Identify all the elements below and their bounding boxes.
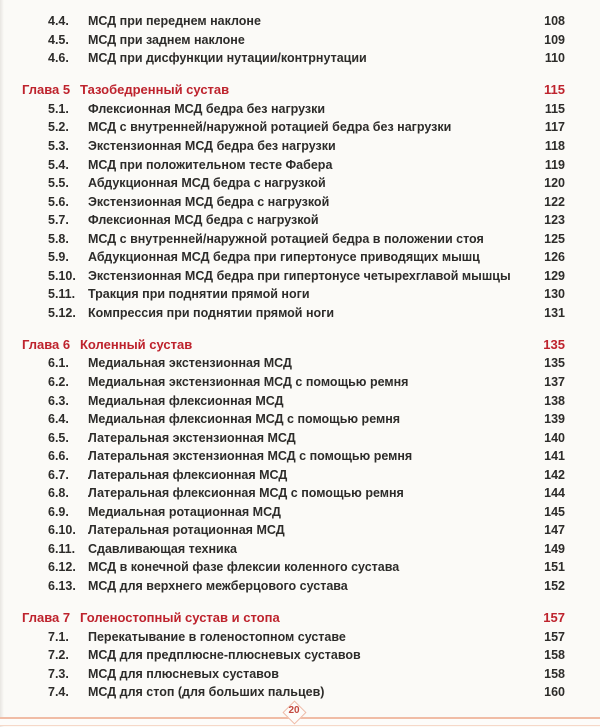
entry-number: 6.12. [48, 560, 76, 575]
toc-entry [0, 558, 600, 577]
toc-entry [0, 627, 600, 646]
entry-number: 5.6. [48, 194, 69, 209]
entry-number: 7.3. [48, 666, 69, 681]
entry-page-number: 120 [544, 176, 565, 191]
entry-number: 7.4. [48, 685, 69, 700]
entry-page-number: 129 [544, 268, 565, 283]
entry-number: 6.13. [48, 579, 76, 594]
entry-number: 6.6. [48, 449, 69, 464]
toc-entry [0, 410, 600, 429]
chapter-title: Коленный сустав [80, 336, 193, 352]
toc-entry [0, 484, 600, 503]
entry-number: 5.12. [48, 305, 76, 320]
entry-page-number: 126 [544, 250, 565, 265]
entry-title: Латеральная флексионная МСД [88, 467, 288, 482]
entry-title: Компрессия при поднятии прямой ноги [88, 305, 335, 320]
toc-entry [0, 12, 600, 31]
entry-page-number: 139 [544, 412, 565, 427]
entry-page-number: 123 [544, 213, 565, 228]
entry-page-number: 144 [544, 486, 565, 501]
toc-entry [0, 540, 600, 559]
toc-entry [0, 465, 600, 484]
entry-number: 5.10. [48, 268, 76, 283]
entry-page-number: 145 [544, 504, 565, 519]
entry-page-number: 157 [544, 629, 565, 644]
toc-entry [0, 248, 600, 267]
entry-title: Латеральная флексионная МСД с помощью ремня [88, 486, 404, 501]
page-number: 20 [288, 705, 300, 716]
entry-title: МСД для предплюсне-плюсневых суставов [88, 648, 361, 663]
entry-title: Абдукционная МСД бедра с нагрузкой [88, 176, 326, 191]
entry-number: 5.1. [48, 101, 69, 116]
toc-entry [0, 211, 600, 230]
entry-number: 5.8. [48, 231, 69, 246]
entry-title: Экстензионная МСД бедра без нагрузки [88, 139, 336, 153]
toc-entry [0, 155, 600, 174]
entry-number: 6.2. [48, 375, 69, 390]
chapter-label: Глава 5 [22, 82, 71, 98]
toc-entry [0, 354, 600, 373]
chapter-title: Голеностопный сустав и стопа [80, 610, 280, 626]
entry-number: 5.5. [48, 176, 69, 191]
entry-number: 6.11. [48, 541, 76, 556]
entry-number: 5.2. [48, 120, 69, 135]
entry-page-number: 131 [544, 305, 565, 320]
toc-entry [0, 683, 600, 702]
entry-title: Медиальная флексионная МСД [88, 393, 284, 408]
entry-number: 4.6. [48, 51, 69, 66]
entry-page-number: 125 [544, 231, 565, 246]
entry-number: 5.11. [48, 287, 76, 302]
chapter-title: Тазобедренный сустав [80, 82, 230, 98]
entry-title: МСД при заднем наклоне [88, 32, 245, 47]
toc-list [0, 12, 600, 702]
page-bottom-edge [0, 725, 600, 726]
toc-entry [0, 503, 600, 522]
entry-title: Медиальная экстензионная МСД с помощью ремня [88, 375, 409, 390]
entry-number: 5.7. [48, 213, 69, 228]
entry-page-number: 158 [544, 648, 565, 663]
entry-number: 5.3. [48, 139, 69, 153]
toc-entry [0, 373, 600, 392]
chapter-page-number: 135 [543, 336, 565, 352]
entry-title: МСД с внутренней/наружной ротацией бедра в положении стоя [88, 231, 484, 246]
chapter-heading [0, 608, 600, 628]
entry-page-number: 118 [544, 139, 565, 153]
entry-title: Латеральная экстензионная МСД [88, 430, 296, 445]
entry-title: Медиальная флексионная МСД с помощью ремня [88, 412, 401, 427]
entry-number: 6.10. [48, 523, 76, 538]
entry-number: 5.4. [48, 157, 69, 172]
entry-page-number: 152 [544, 579, 565, 594]
toc-entry [0, 118, 600, 137]
entry-number: 5.9. [48, 250, 69, 265]
entry-title: Тракция при поднятии прямой ноги [88, 287, 310, 302]
entry-page-number: 135 [544, 356, 565, 371]
entry-title: Абдукционная МСД бедра при гипертонусе приводящих мышц [88, 250, 480, 265]
entry-number: 7.2. [48, 648, 69, 663]
entry-page-number: 122 [544, 194, 565, 209]
entry-number: 6.7. [48, 467, 69, 482]
toc-entry [0, 391, 600, 410]
entry-title: МСД для плюсневых суставов [88, 666, 279, 681]
entry-page-number: 137 [544, 375, 565, 390]
entry-page-number: 108 [544, 14, 565, 29]
entry-title: Экстензионная МСД бедра с нагрузкой [88, 194, 330, 209]
entry-title: Перекатывание в голеностопном суставе [88, 629, 346, 644]
entry-title: Латеральная экстензионная МСД с помощью ремня [88, 449, 413, 464]
entry-title: Экстензионная МСД бедра при гипертонусе четырехглавой мышцы [88, 268, 511, 283]
entry-title: МСД при дисфункции нутации/контрнутации [88, 51, 367, 66]
entry-title: МСД для стоп (для больших пальцев) [88, 685, 325, 700]
entry-number: 4.4. [48, 14, 69, 29]
chapter-heading [0, 80, 600, 100]
entry-number: 6.5. [48, 430, 69, 445]
entry-title: Сдавливающая техника [88, 541, 237, 556]
chapter-label: Глава 6 [22, 336, 71, 352]
toc-entry [0, 174, 600, 193]
entry-number: 6.9. [48, 504, 69, 519]
entry-page-number: 115 [544, 101, 565, 116]
entry-page-number: 110 [544, 51, 565, 66]
toc-entry [0, 447, 600, 466]
entry-title: МСД при положительном тесте Фабера [88, 157, 333, 172]
entry-title: Медиальная экстензионная МСД [88, 356, 292, 371]
entry-title: Медиальная ротационная МСД [88, 504, 281, 519]
toc-entry [0, 428, 600, 447]
entry-title: МСД с внутренней/наружной ротацией бедра без нагрузки [88, 120, 452, 135]
entry-page-number: 158 [544, 666, 565, 681]
chapter-page-number: 157 [543, 610, 565, 626]
toc-entry [0, 49, 600, 68]
entry-title: МСД в конечной фазе флексии коленного сустава [88, 560, 400, 575]
chapter-page-number: 115 [544, 82, 565, 98]
entry-page-number: 117 [544, 120, 565, 135]
toc-entry [0, 646, 600, 665]
entry-number: 7.1. [48, 629, 69, 644]
entry-page-number: 142 [544, 467, 565, 482]
entry-page-number: 149 [544, 541, 565, 556]
chapter-heading [0, 335, 600, 355]
toc-entry [0, 267, 600, 286]
entry-title: МСД при переднем наклоне [88, 14, 261, 29]
entry-title: МСД для верхнего межберцового сустава [88, 579, 348, 594]
toc-entry [0, 192, 600, 211]
chapter-label: Глава 7 [22, 610, 71, 626]
entry-title: Флексионная МСД бедра без нагрузки [88, 101, 326, 116]
toc-entry [0, 137, 600, 156]
toc-entry [0, 304, 600, 323]
toc-entry [0, 31, 600, 50]
entry-number: 6.3. [48, 393, 69, 408]
entry-number: 6.1. [48, 356, 69, 371]
toc-entry [0, 577, 600, 596]
entry-page-number: 151 [544, 560, 565, 575]
entry-page-number: 138 [544, 393, 565, 408]
toc-entry [0, 285, 600, 304]
entry-page-number: 147 [544, 523, 565, 538]
toc-entry [0, 664, 600, 683]
entry-title: Латеральная ротационная МСД [88, 523, 285, 538]
entry-page-number: 109 [544, 32, 565, 47]
entry-page-number: 130 [544, 287, 565, 302]
entry-number: 4.5. [48, 32, 69, 47]
entry-title: Флексионная МСД бедра с нагрузкой [88, 213, 319, 228]
entry-number: 6.8. [48, 486, 69, 501]
entry-page-number: 160 [544, 685, 565, 700]
toc-entry [0, 229, 600, 248]
entry-page-number: 141 [544, 449, 565, 464]
entry-page-number: 119 [544, 157, 565, 172]
entry-page-number: 140 [544, 430, 565, 445]
toc-entry [0, 521, 600, 540]
entry-number: 6.4. [48, 412, 69, 427]
toc-entry [0, 100, 600, 119]
